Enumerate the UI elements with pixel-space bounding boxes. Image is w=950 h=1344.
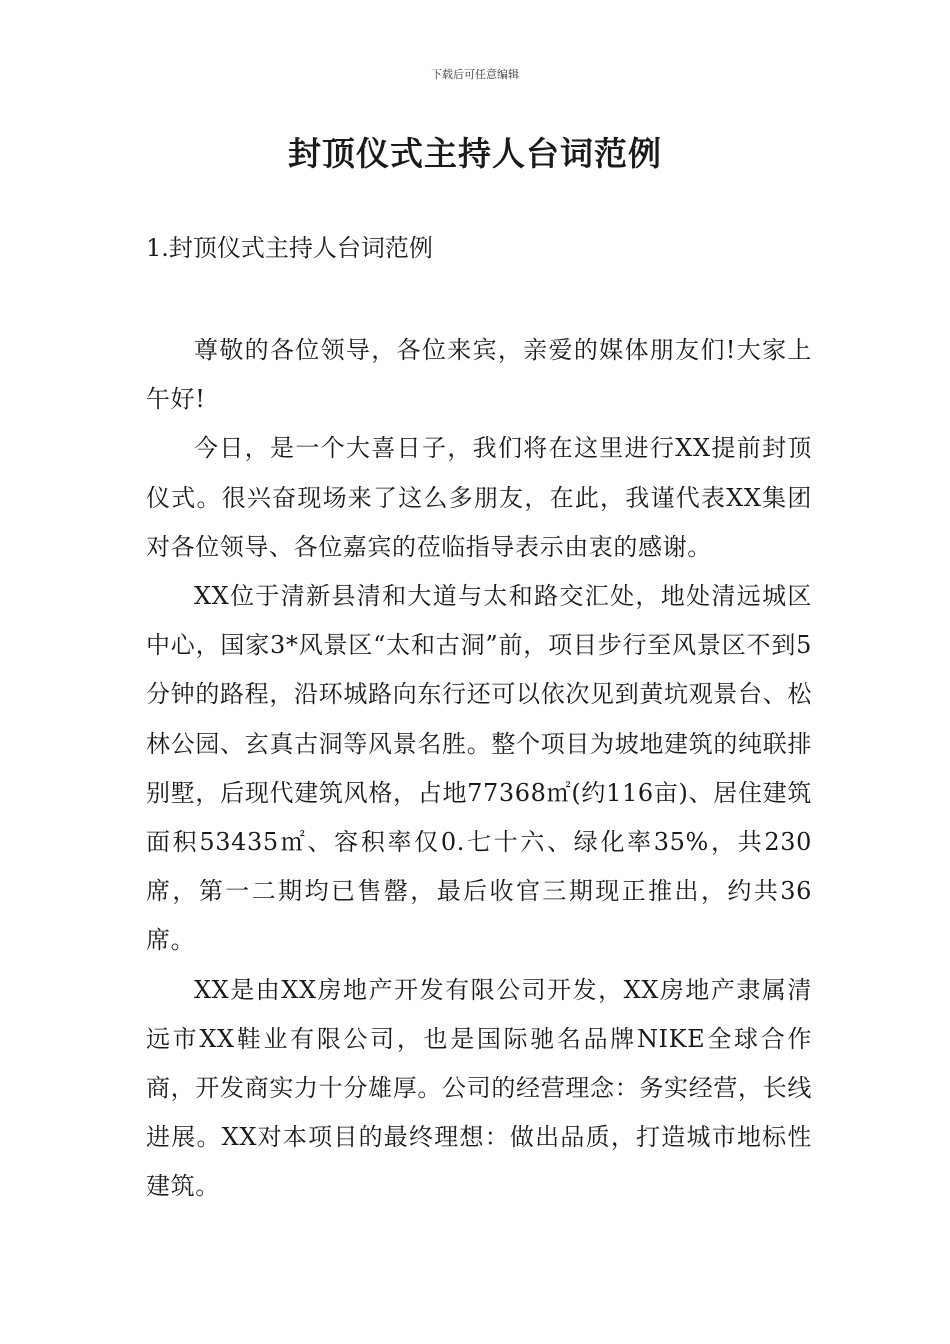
paragraph-ceremony: 今日，是一个大喜日子，我们将在这里进行XX提前封顶仪式。很兴奋现场来了这么多朋友，在此，我谨代表XX集团对各位领导、各位嘉宾的莅临指导表示由衷的感谢。 (146, 434, 812, 561)
header-note: 下载后可任意编辑 (431, 68, 519, 81)
document-body (146, 326, 812, 1212)
paragraph-project-location: XX位于清新县清和大道与太和路交汇处，地处清远城区中心，国家3*风景区“太和古洞”前，项目步行至风景区不到5分钟的路程，沿环城路向东行还可以依次见到黄坑观景台、松林公园、玄真古洞等风景名胜。整个项目为坡地建筑的纯联排别墅，后现代建筑风格，占地77368㎡(约116亩)、居住建筑面积53435㎡、容积率仅0.七十六、绿化率35%，共230席，第一二期均已售罄，最后收官三期现正推出，约共36席。 (146, 582, 812, 955)
paragraph-developer: XX是由XX房地产开发有限公司开发，XX房地产隶属清远市XX鞋业有限公司，也是国际驰名品牌NIKE全球合作商，开发商实力十分雄厚。公司的经营理念：务实经营，长线进展。XX对本项目的最终理想：做出品质，打造城市地标性建筑。 (146, 975, 812, 1201)
section-heading: 1.封顶仪式主持人台词范例 (146, 234, 433, 262)
paragraph-greeting: 尊敬的各位领导，各位来宾，亲爱的媒体朋友们!大家上午好! (146, 336, 812, 414)
document-title: 封顶仪式主持人台词范例 (288, 134, 662, 173)
